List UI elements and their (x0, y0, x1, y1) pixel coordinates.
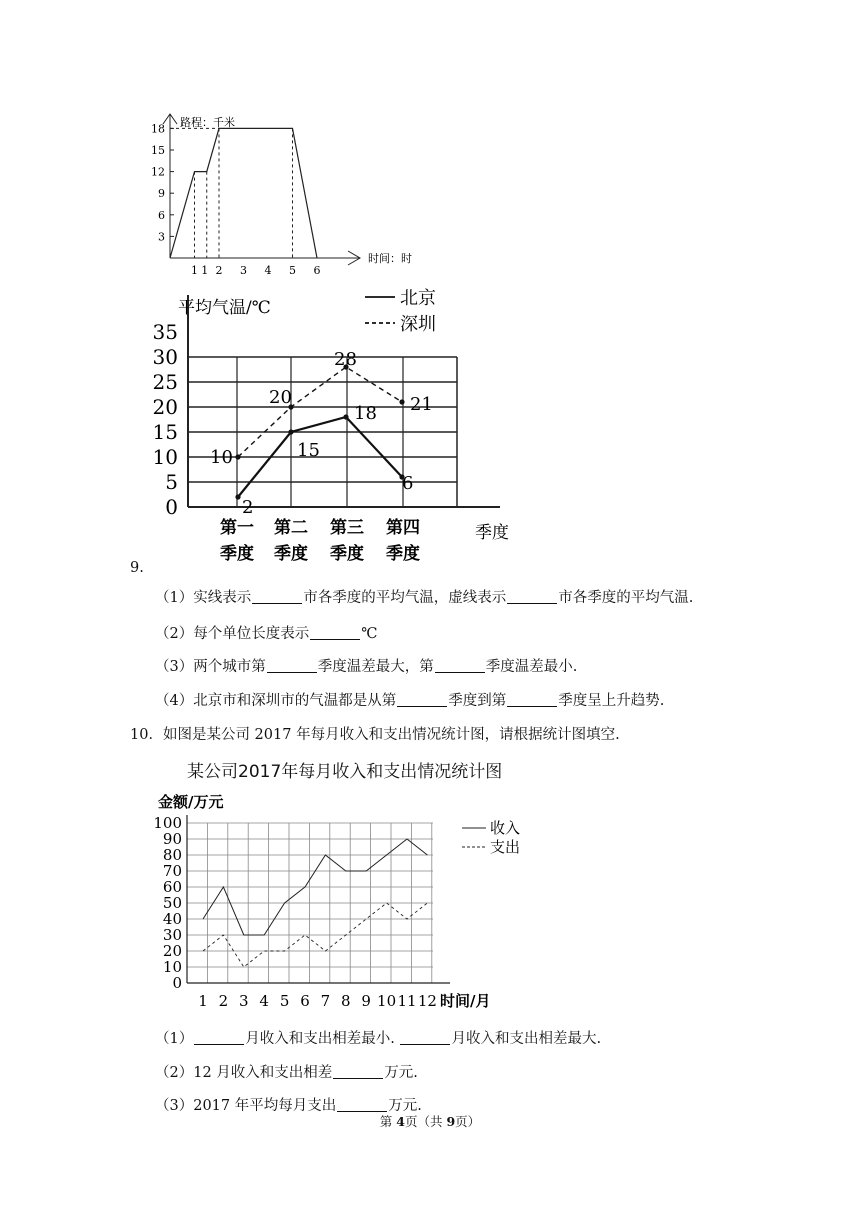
x-tick-label: 第二 (274, 518, 308, 538)
q9-item-4 (155, 689, 664, 710)
q9-item-2-text-a: （2）每个单位长度表示 (155, 626, 310, 642)
q10-item-2-text-a: （2）12 月收入和支出相差 (155, 1065, 333, 1081)
answer-blank[interactable] (400, 1030, 450, 1045)
q10-item-1-text-a: （1） (155, 1031, 194, 1047)
x-tick-label: 1 (198, 992, 208, 1010)
income-expense-chart (150, 785, 540, 1010)
y-tick-label: 10 (162, 958, 182, 976)
x-tick-label: 第三 (330, 518, 364, 538)
q9-item-2 (155, 622, 377, 643)
data-label: 15 (297, 440, 320, 461)
x-tick-label: 第四 (386, 518, 420, 538)
data-point (235, 454, 240, 459)
x-tick-label: 季度 (220, 544, 254, 564)
chart-3-title: 某公司2017年每月收入和支出情况统计图 (187, 762, 503, 782)
q9-item-2-text-b: ℃ (361, 626, 378, 642)
y-tick-label: 18 (151, 122, 165, 136)
q9-item-1-text-a: （1）实线表示 (155, 590, 252, 606)
x-tick-label: 5 (279, 992, 290, 1010)
y-axis-label: 金额/万元 (158, 793, 224, 811)
answer-blank[interactable] (507, 589, 557, 604)
x-tick-label: 10 (377, 992, 397, 1010)
data-label: 2 (242, 497, 254, 518)
y-axis-label: 平均气温/℃ (178, 298, 271, 318)
legend-label: 深圳 (400, 314, 436, 335)
answer-blank[interactable] (252, 589, 302, 604)
x-tick-label: 9 (361, 992, 371, 1010)
y-tick-label: 9 (158, 187, 165, 201)
x-tick-label: 6 (313, 264, 321, 277)
data-point (343, 414, 348, 419)
x-tick-label: 8 (341, 992, 351, 1010)
q9-item-3-text-a: （3）两个城市第 (155, 659, 266, 675)
series-line-深圳 (238, 367, 402, 457)
footer-total-pages: 9 (446, 1114, 456, 1129)
q10-item-2-text-b: 万元. (384, 1065, 418, 1081)
data-label: 6 (402, 473, 414, 494)
answer-blank[interactable] (435, 658, 485, 673)
data-label: 21 (410, 394, 433, 415)
x-tick-label: 4 (264, 264, 272, 277)
q9-item-4-text-a: （4）北京市和深圳市的气温都是从第 (155, 693, 397, 709)
question-10-intro: 10．如图是某公司 2017 年每月收入和支出情况统计图，请根据统计图填空. (130, 727, 620, 743)
q10-item-3-text-b: 万元. (388, 1098, 422, 1114)
x-tick-label: 季度 (386, 544, 420, 564)
x-tick-label: 1 (191, 264, 198, 277)
y-tick-label: 35 (152, 320, 178, 344)
q9-item-1-text-c: 市各季度的平均气温. (558, 590, 694, 606)
x-axis-label: 时间/月 (440, 992, 491, 1010)
y-tick-label: 20 (162, 942, 182, 960)
y-tick-label: 10 (152, 445, 178, 469)
answer-blank[interactable] (507, 692, 557, 707)
q9-item-1-text-b: 市各季度的平均气温，虚线表示 (303, 590, 507, 606)
q9-item-3 (155, 655, 577, 676)
x-axis-label: 时间：时 (368, 252, 412, 265)
q9-item-3-text-c: 季度温差最小. (485, 659, 578, 675)
y-tick-label: 15 (152, 420, 178, 444)
x-tick-label: 2 (215, 264, 223, 277)
y-tick-label: 5 (165, 470, 178, 494)
legend-label: 北京 (400, 288, 436, 309)
q10-item-1-text-b: 月收入和支出相差最小. (245, 1031, 395, 1047)
x-tick-label: 7 (320, 992, 331, 1010)
y-tick-label: 0 (172, 974, 182, 992)
y-tick-label: 70 (162, 862, 182, 880)
y-tick-label: 50 (162, 894, 182, 912)
distance-time-chart (150, 108, 412, 278)
y-tick-label: 40 (162, 910, 182, 928)
y-tick-label: 15 (151, 144, 165, 157)
y-tick-label: 20 (152, 395, 178, 419)
q9-item-1 (155, 586, 693, 607)
temperature-chart (150, 283, 530, 573)
series-line (170, 128, 317, 258)
page-footer (0, 1112, 860, 1130)
answer-blank[interactable] (397, 692, 447, 707)
y-tick-label: 60 (162, 878, 182, 896)
y-tick-label: 90 (162, 830, 182, 848)
footer-text-a: 第 (379, 1114, 397, 1129)
answer-blank[interactable] (194, 1030, 244, 1045)
data-label: 10 (210, 447, 233, 468)
x-tick-label: 12 (417, 992, 437, 1010)
y-tick-label: 30 (162, 926, 182, 944)
legend-label: 支出 (490, 838, 521, 856)
y-tick-label: 0 (165, 495, 178, 519)
q10-item-1 (155, 1027, 601, 1048)
answer-blank[interactable] (333, 1064, 383, 1079)
q9-item-4-text-b: 季度到第 (448, 693, 507, 709)
data-label: 18 (354, 403, 377, 424)
x-axis-label: 季度 (475, 523, 509, 543)
x-tick-label: 3 (239, 992, 249, 1010)
footer-text-c: 页） (455, 1114, 481, 1129)
x-tick-label: 2 (218, 992, 229, 1010)
y-tick-label: 12 (151, 165, 165, 179)
answer-blank[interactable] (310, 625, 360, 640)
x-tick-label: 3 (240, 264, 247, 277)
data-point (235, 494, 240, 499)
q9-item-4-text-c: 季度呈上升趋势. (558, 693, 665, 709)
y-tick-label: 6 (158, 208, 165, 222)
x-tick-label: 6 (300, 992, 310, 1010)
x-tick-label: 季度 (330, 544, 364, 564)
y-tick-label: 30 (152, 345, 178, 369)
footer-text-b: 页（共 (404, 1114, 447, 1129)
footer-page-number: 4 (396, 1114, 405, 1129)
q10-item-2 (155, 1061, 418, 1082)
x-tick-label: 第一 (220, 518, 254, 538)
data-point (399, 399, 404, 404)
y-tick-label: 25 (152, 370, 178, 394)
data-point (288, 429, 293, 434)
x-tick-label: 5 (289, 264, 296, 277)
question-9-number: 9. (130, 560, 144, 576)
q9-item-3-text-b: 季度温差最大，第 (317, 659, 434, 675)
x-tick-label: 11 (397, 992, 417, 1010)
data-label: 28 (334, 349, 357, 370)
legend-label: 收入 (490, 819, 521, 837)
x-tick-label: 季度 (274, 544, 308, 564)
y-tick-label: 100 (153, 814, 182, 832)
answer-blank[interactable] (267, 658, 317, 673)
q10-item-1-text-c: 月收入和支出相差最大. (451, 1031, 602, 1047)
data-label: 20 (269, 387, 292, 408)
q10-item-3-text-a: （3）2017 年平均每月支出 (155, 1098, 337, 1114)
y-tick-label: 80 (162, 846, 182, 864)
answer-blank[interactable] (337, 1097, 387, 1112)
y-axis-label: 路程：千米 (180, 116, 235, 129)
y-tick-label: 3 (158, 230, 165, 244)
x-tick-label: 1 (201, 264, 209, 277)
x-tick-label: 4 (259, 992, 269, 1010)
